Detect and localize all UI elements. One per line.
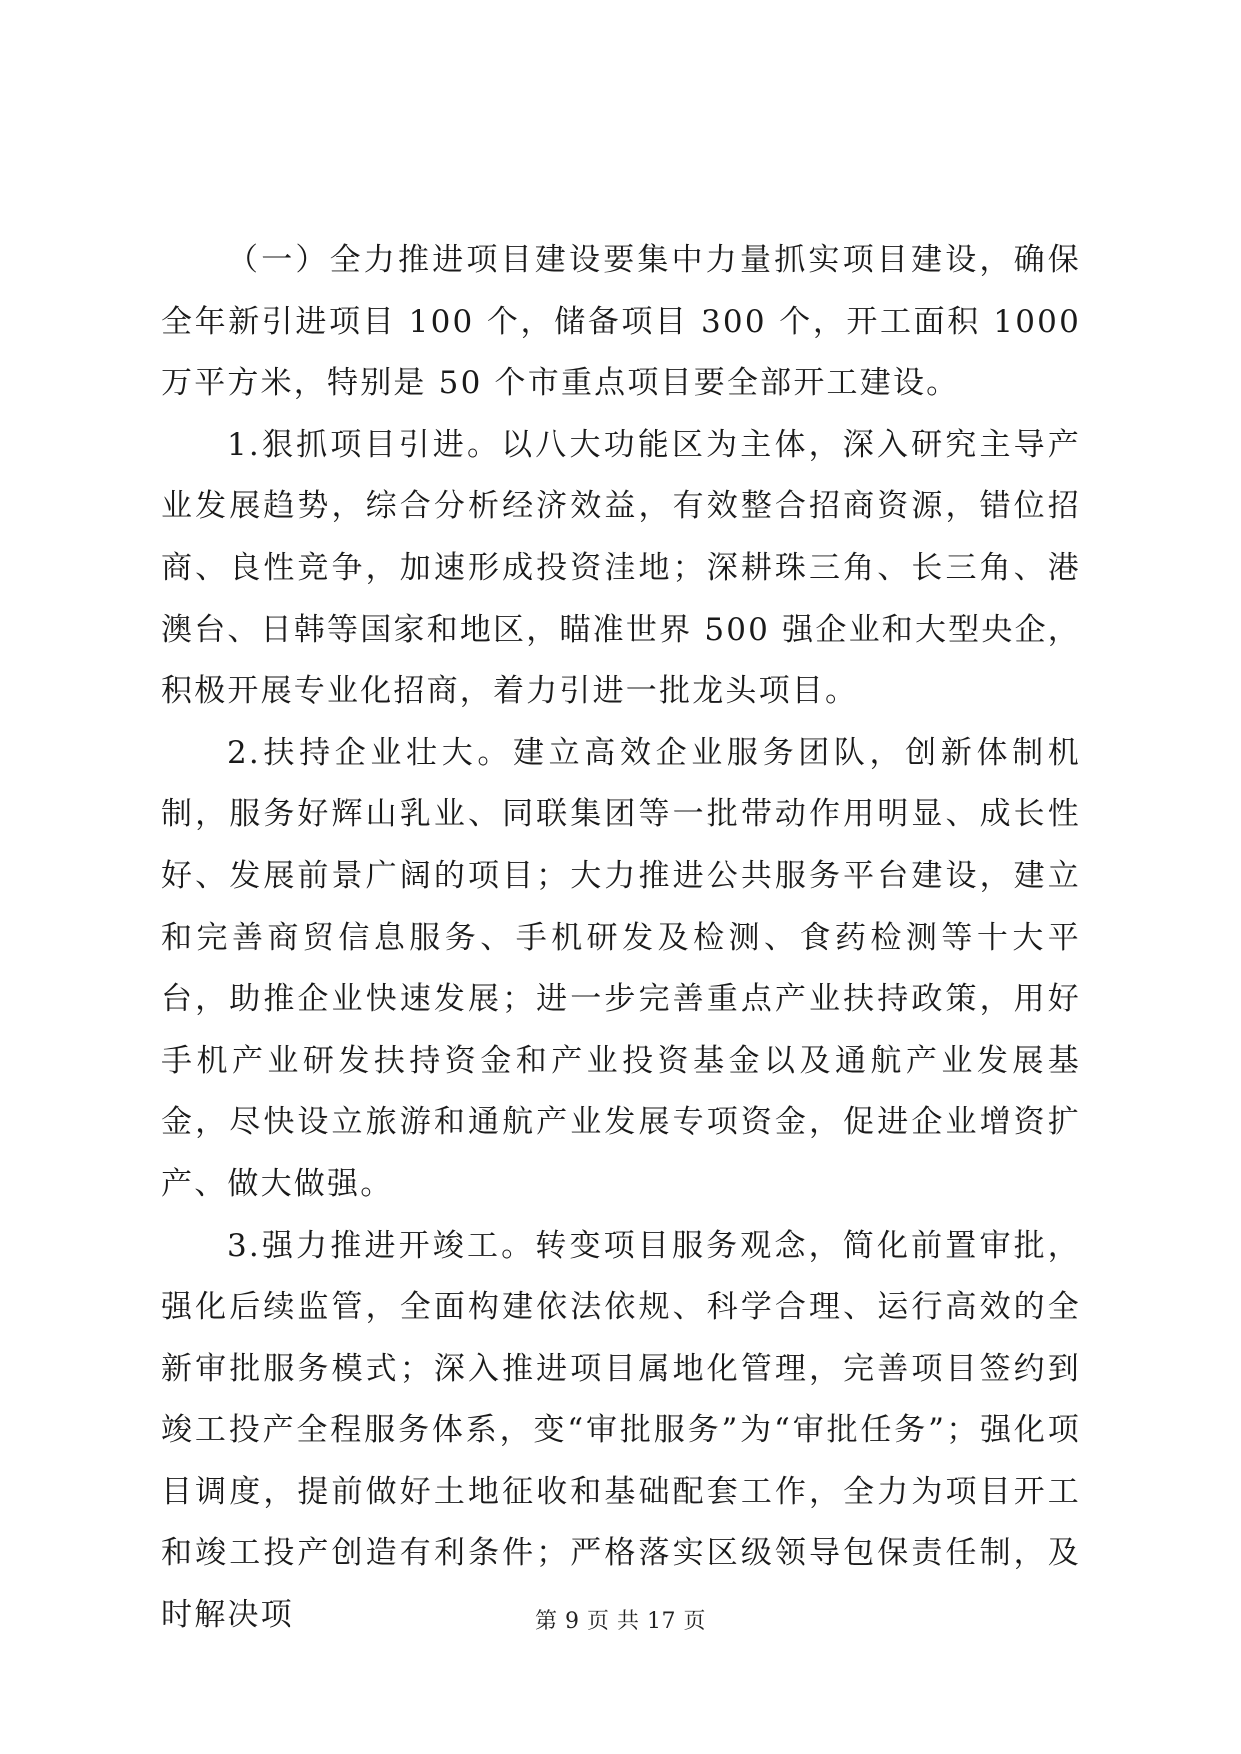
- paragraph-section-heading: （一）全力推进项目建设要集中力量抓实项目建设，确保全年新引进项目 100 个，储备项目 300 个，开工面积 1000 万平方米，特别是 50 个市重点项目要全部开工建设。: [161, 242, 1081, 402]
- page-number-footer: 第 9 页 共 17 页: [535, 1609, 706, 1634]
- paragraph-item-3: 3.强力推进开竣工。转变项目服务观念，简化前置审批，强化后续监管，全面构建依法依规、科学合理、运行高效的全新审批服务模式；深入推进项目属地化管理，完善项目签约到竣工投产全程服务体系，变“审批服务”为“审批任务”；强化项目调度，提前做好土地征收和基础配套工作，全力为项目开工和竣工投产创造有利条件；严格落实区级领导包保责任制，及时解决项: [161, 1227, 1081, 1634]
- document-body: [161, 230, 1081, 1647]
- paragraph-item-2: 2.扶持企业壮大。建立高效企业服务团队，创新体制机制，服务好辉山乳业、同联集团等一批带动作用明显、成长性好、发展前景广阔的项目；大力推进公共服务平台建设，建立和完善商贸信息服务、手机研发及检测、食药检测等十大平台，助推企业快速发展；进一步完善重点产业扶持政策，用好手机产业研发扶持资金和产业投资基金以及通航产业发展基金，尽快设立旅游和通航产业发展专项资金，促进企业增资扩产、做大做强。: [161, 734, 1081, 1202]
- paragraph-item-1: 1.狠抓项目引进。以八大功能区为主体，深入研究主导产业发展趋势，综合分析经济效益，有效整合招商资源，错位招商、良性竞争，加速形成投资洼地；深耕珠三角、长三角、港澳台、日韩等国家和地区，瞄准世界 500 强企业和大型央企，积极开展专业化招商，着力引进一批龙头项目。: [161, 426, 1081, 710]
